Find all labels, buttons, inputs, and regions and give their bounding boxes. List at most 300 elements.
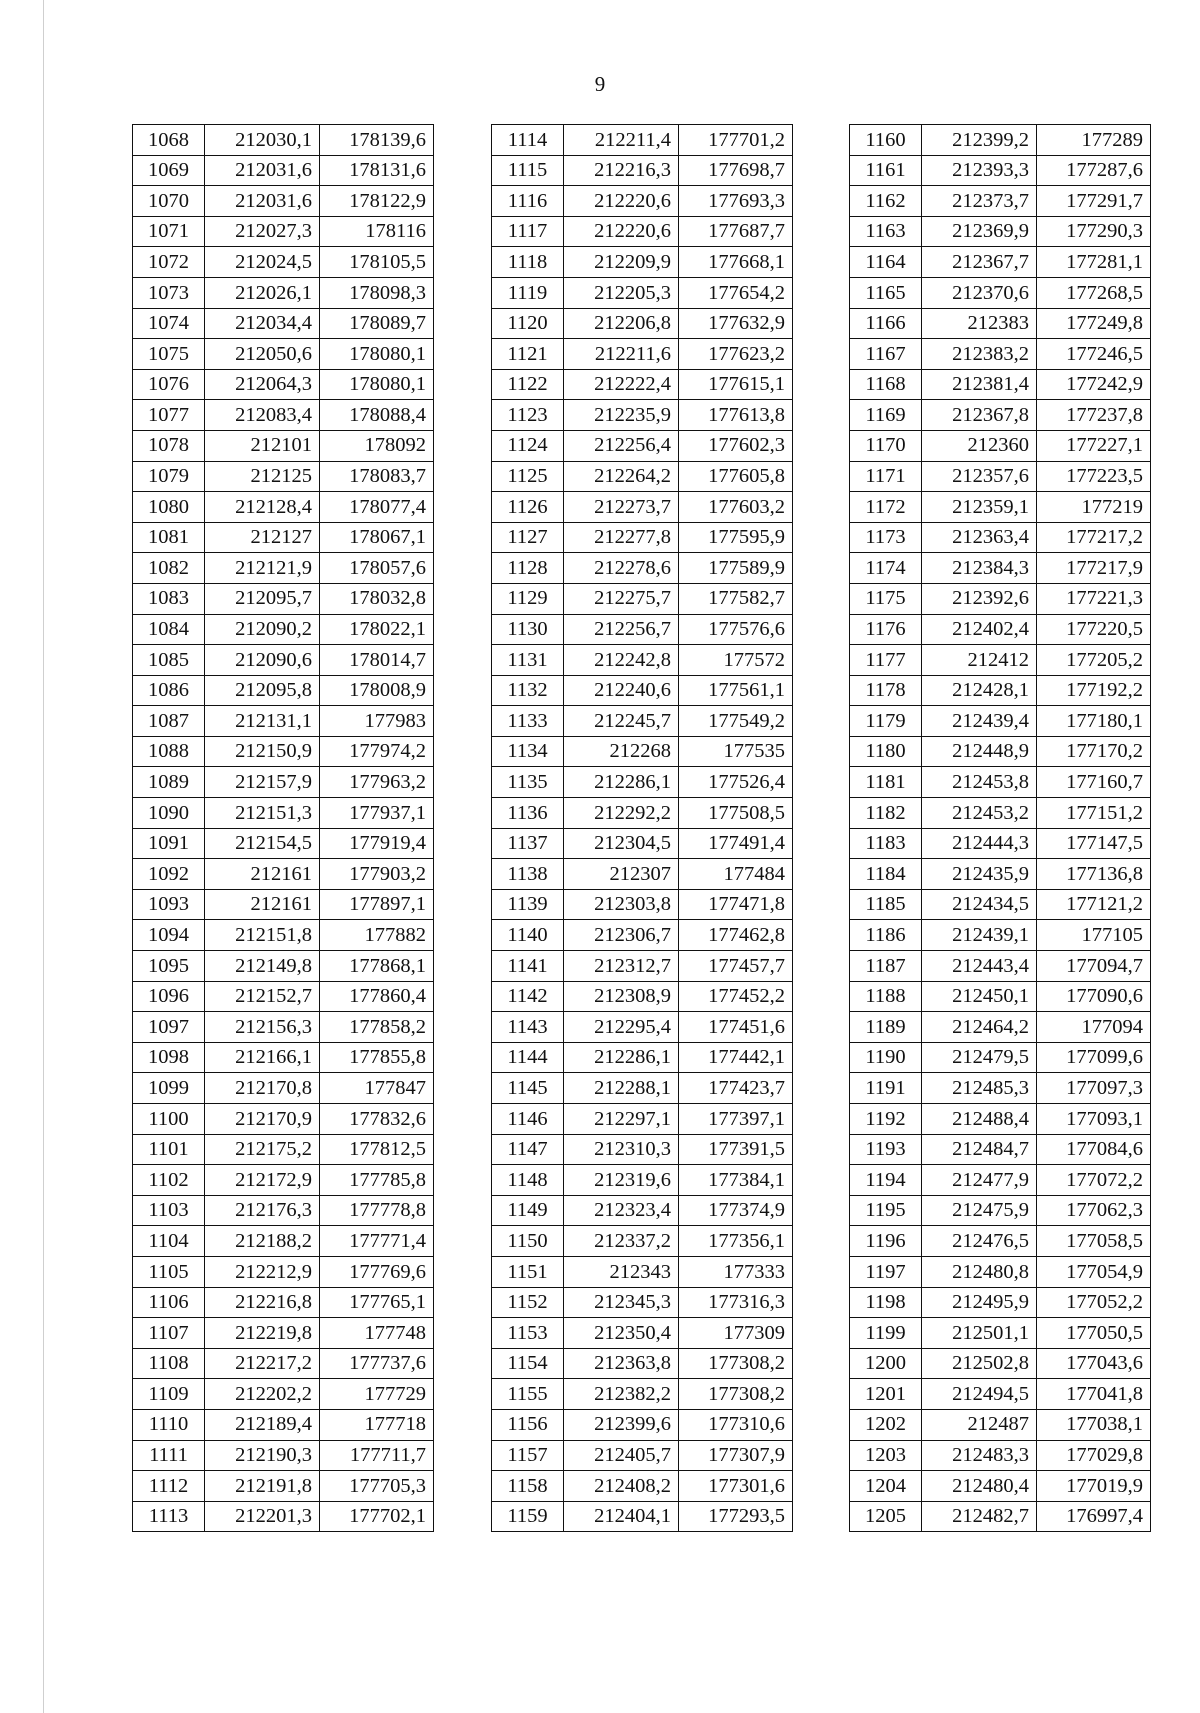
y-coordinate-cell: 177062,3	[1037, 1195, 1151, 1226]
point-number-cell: 1121	[492, 339, 564, 370]
x-coordinate-cell: 212306,7	[564, 920, 679, 951]
table-row	[492, 369, 793, 400]
point-number-cell: 1095	[133, 951, 205, 982]
x-coordinate-cell: 212439,4	[922, 706, 1037, 737]
point-number-cell: 1096	[133, 981, 205, 1012]
y-coordinate-cell: 177702,1	[320, 1501, 434, 1532]
point-number-cell: 1183	[850, 828, 922, 859]
x-coordinate-cell: 212502,8	[922, 1348, 1037, 1379]
y-coordinate-cell: 177812,5	[320, 1134, 434, 1165]
point-number-cell: 1143	[492, 1012, 564, 1043]
y-coordinate-cell: 177308,2	[679, 1348, 793, 1379]
y-coordinate-cell: 178077,4	[320, 492, 434, 523]
point-number-cell: 1162	[850, 186, 922, 217]
table-row	[850, 1318, 1151, 1349]
y-coordinate-cell: 177121,2	[1037, 889, 1151, 920]
point-number-cell: 1193	[850, 1134, 922, 1165]
y-coordinate-cell: 177333	[679, 1256, 793, 1287]
y-coordinate-cell: 177718	[320, 1409, 434, 1440]
y-coordinate-cell: 177595,9	[679, 522, 793, 553]
table-row	[850, 920, 1151, 951]
x-coordinate-cell: 212312,7	[564, 951, 679, 982]
y-coordinate-cell: 177147,5	[1037, 828, 1151, 859]
y-coordinate-cell: 177151,2	[1037, 798, 1151, 829]
table-row	[133, 951, 434, 982]
table-row	[492, 1379, 793, 1410]
y-coordinate-cell: 177442,1	[679, 1042, 793, 1073]
y-coordinate-cell: 177769,6	[320, 1256, 434, 1287]
x-coordinate-cell: 212475,9	[922, 1195, 1037, 1226]
table-row	[850, 216, 1151, 247]
table-row	[492, 522, 793, 553]
table-row	[133, 155, 434, 186]
point-number-cell: 1092	[133, 859, 205, 890]
x-coordinate-cell: 212212,9	[205, 1256, 320, 1287]
y-coordinate-cell: 177491,4	[679, 828, 793, 859]
y-coordinate-cell: 177223,5	[1037, 461, 1151, 492]
table-row	[850, 247, 1151, 278]
point-number-cell: 1155	[492, 1379, 564, 1410]
table-row	[492, 1287, 793, 1318]
x-coordinate-cell: 212292,2	[564, 798, 679, 829]
point-number-cell: 1115	[492, 155, 564, 186]
point-number-cell: 1200	[850, 1348, 922, 1379]
x-coordinate-cell: 212444,3	[922, 828, 1037, 859]
y-coordinate-cell: 178098,3	[320, 277, 434, 308]
table-row	[850, 308, 1151, 339]
point-number-cell: 1186	[850, 920, 922, 951]
y-coordinate-cell: 177847	[320, 1073, 434, 1104]
table-row	[133, 1256, 434, 1287]
x-coordinate-cell: 212157,9	[205, 767, 320, 798]
y-coordinate-cell: 177093,1	[1037, 1104, 1151, 1135]
table-row	[133, 583, 434, 614]
table-row	[850, 522, 1151, 553]
table-row	[492, 1134, 793, 1165]
x-coordinate-cell: 212131,1	[205, 706, 320, 737]
table-row	[133, 400, 434, 431]
table-row	[850, 277, 1151, 308]
y-coordinate-cell: 177423,7	[679, 1073, 793, 1104]
table-row	[492, 400, 793, 431]
table-row	[492, 247, 793, 278]
x-coordinate-cell: 212121,9	[205, 553, 320, 584]
x-coordinate-cell: 212367,7	[922, 247, 1037, 278]
x-coordinate-cell: 212095,8	[205, 675, 320, 706]
table-row	[133, 1287, 434, 1318]
point-number-cell: 1076	[133, 369, 205, 400]
x-coordinate-cell: 212443,4	[922, 951, 1037, 982]
point-number-cell: 1131	[492, 645, 564, 676]
x-coordinate-cell: 212240,6	[564, 675, 679, 706]
y-coordinate-cell: 177097,3	[1037, 1073, 1151, 1104]
point-number-cell: 1151	[492, 1256, 564, 1287]
y-coordinate-cell: 177572	[679, 645, 793, 676]
point-number-cell: 1188	[850, 981, 922, 1012]
table-row	[133, 1409, 434, 1440]
x-coordinate-cell: 212383	[922, 308, 1037, 339]
y-coordinate-cell: 177384,1	[679, 1165, 793, 1196]
y-coordinate-cell: 177316,3	[679, 1287, 793, 1318]
table-row	[850, 1256, 1151, 1287]
y-coordinate-cell: 177237,8	[1037, 400, 1151, 431]
point-number-cell: 1090	[133, 798, 205, 829]
table-row	[133, 859, 434, 890]
point-number-cell: 1187	[850, 951, 922, 982]
x-coordinate-cell: 212190,3	[205, 1440, 320, 1471]
y-coordinate-cell: 177832,6	[320, 1104, 434, 1135]
table-row	[850, 553, 1151, 584]
table-row	[850, 951, 1151, 982]
y-coordinate-cell: 178083,7	[320, 461, 434, 492]
point-number-cell: 1152	[492, 1287, 564, 1318]
table-row	[133, 339, 434, 370]
y-coordinate-cell: 177310,6	[679, 1409, 793, 1440]
point-number-cell: 1083	[133, 583, 205, 614]
x-coordinate-cell: 212345,3	[564, 1287, 679, 1318]
x-coordinate-cell: 212024,5	[205, 247, 320, 278]
point-number-cell: 1199	[850, 1318, 922, 1349]
point-number-cell: 1098	[133, 1042, 205, 1073]
point-number-cell: 1130	[492, 614, 564, 645]
point-number-cell: 1104	[133, 1226, 205, 1257]
table-row	[492, 798, 793, 829]
table-row	[850, 369, 1151, 400]
table-row	[850, 1042, 1151, 1073]
y-coordinate-cell: 177868,1	[320, 951, 434, 982]
page-margin-line	[43, 0, 44, 1713]
x-coordinate-cell: 212151,3	[205, 798, 320, 829]
point-number-cell: 1146	[492, 1104, 564, 1135]
table-row	[492, 583, 793, 614]
x-coordinate-cell: 212161	[205, 889, 320, 920]
point-number-cell: 1102	[133, 1165, 205, 1196]
y-coordinate-cell: 177903,2	[320, 859, 434, 890]
x-coordinate-cell: 212222,4	[564, 369, 679, 400]
x-coordinate-cell: 212488,4	[922, 1104, 1037, 1135]
y-coordinate-cell: 177471,8	[679, 889, 793, 920]
x-coordinate-cell: 212031,6	[205, 155, 320, 186]
y-coordinate-cell: 177576,6	[679, 614, 793, 645]
x-coordinate-cell: 212191,8	[205, 1471, 320, 1502]
x-coordinate-cell: 212150,9	[205, 736, 320, 767]
table-row	[133, 1379, 434, 1410]
table-row	[850, 339, 1151, 370]
y-coordinate-cell: 177855,8	[320, 1042, 434, 1073]
y-coordinate-cell: 177307,9	[679, 1440, 793, 1471]
point-number-cell: 1172	[850, 492, 922, 523]
point-number-cell: 1113	[133, 1501, 205, 1532]
y-coordinate-cell: 177452,2	[679, 981, 793, 1012]
x-coordinate-cell: 212286,1	[564, 1042, 679, 1073]
x-coordinate-cell: 212405,7	[564, 1440, 679, 1471]
table-row	[133, 1226, 434, 1257]
table-row	[492, 1226, 793, 1257]
point-number-cell: 1165	[850, 277, 922, 308]
x-coordinate-cell: 212220,6	[564, 216, 679, 247]
x-coordinate-cell: 212360	[922, 430, 1037, 461]
point-number-cell: 1085	[133, 645, 205, 676]
y-coordinate-cell: 177170,2	[1037, 736, 1151, 767]
x-coordinate-cell: 212384,3	[922, 553, 1037, 584]
table-row	[850, 1440, 1151, 1471]
table-row	[492, 186, 793, 217]
x-coordinate-cell: 212480,4	[922, 1471, 1037, 1502]
y-coordinate-cell: 177549,2	[679, 706, 793, 737]
y-coordinate-cell: 177038,1	[1037, 1409, 1151, 1440]
table-row	[492, 1012, 793, 1043]
x-coordinate-cell: 212031,6	[205, 186, 320, 217]
x-coordinate-cell: 212381,4	[922, 369, 1037, 400]
point-number-cell: 1106	[133, 1287, 205, 1318]
point-number-cell: 1123	[492, 400, 564, 431]
point-number-cell: 1070	[133, 186, 205, 217]
point-number-cell: 1175	[850, 583, 922, 614]
point-number-cell: 1093	[133, 889, 205, 920]
table-row	[133, 920, 434, 951]
table-row	[850, 186, 1151, 217]
point-number-cell: 1109	[133, 1379, 205, 1410]
point-number-cell: 1088	[133, 736, 205, 767]
x-coordinate-cell: 212450,1	[922, 981, 1037, 1012]
x-coordinate-cell: 212166,1	[205, 1042, 320, 1073]
table-row	[492, 645, 793, 676]
x-coordinate-cell: 212304,5	[564, 828, 679, 859]
point-number-cell: 1161	[850, 155, 922, 186]
y-coordinate-cell: 178080,1	[320, 339, 434, 370]
point-number-cell: 1072	[133, 247, 205, 278]
coordinates-table-3	[849, 124, 1151, 1532]
x-coordinate-cell: 212357,6	[922, 461, 1037, 492]
table-row	[850, 125, 1151, 156]
x-coordinate-cell: 212359,1	[922, 492, 1037, 523]
point-number-cell: 1154	[492, 1348, 564, 1379]
x-coordinate-cell: 212439,1	[922, 920, 1037, 951]
y-coordinate-cell: 177227,1	[1037, 430, 1151, 461]
table-row	[133, 706, 434, 737]
x-coordinate-cell: 212050,6	[205, 339, 320, 370]
y-coordinate-cell: 177963,2	[320, 767, 434, 798]
point-number-cell: 1138	[492, 859, 564, 890]
y-coordinate-cell: 177242,9	[1037, 369, 1151, 400]
table-row	[492, 889, 793, 920]
y-coordinate-cell: 178008,9	[320, 675, 434, 706]
y-coordinate-cell: 177290,3	[1037, 216, 1151, 247]
y-coordinate-cell: 177249,8	[1037, 308, 1151, 339]
table-row	[492, 706, 793, 737]
point-number-cell: 1133	[492, 706, 564, 737]
y-coordinate-cell: 177397,1	[679, 1104, 793, 1135]
table-row	[133, 247, 434, 278]
table-row	[492, 430, 793, 461]
point-number-cell: 1171	[850, 461, 922, 492]
point-number-cell: 1135	[492, 767, 564, 798]
y-coordinate-cell: 178022,1	[320, 614, 434, 645]
y-coordinate-cell: 177217,9	[1037, 553, 1151, 584]
y-coordinate-cell: 177374,9	[679, 1195, 793, 1226]
x-coordinate-cell: 212211,6	[564, 339, 679, 370]
point-number-cell: 1084	[133, 614, 205, 645]
table-row	[133, 889, 434, 920]
point-number-cell: 1168	[850, 369, 922, 400]
x-coordinate-cell: 212161	[205, 859, 320, 890]
x-coordinate-cell: 212310,3	[564, 1134, 679, 1165]
point-number-cell: 1195	[850, 1195, 922, 1226]
x-coordinate-cell: 212369,9	[922, 216, 1037, 247]
y-coordinate-cell: 177693,3	[679, 186, 793, 217]
table-row	[850, 1195, 1151, 1226]
x-coordinate-cell: 212295,4	[564, 1012, 679, 1043]
y-coordinate-cell: 177526,4	[679, 767, 793, 798]
point-number-cell: 1119	[492, 277, 564, 308]
point-number-cell: 1189	[850, 1012, 922, 1043]
table-row	[850, 1501, 1151, 1532]
point-number-cell: 1118	[492, 247, 564, 278]
y-coordinate-cell: 177462,8	[679, 920, 793, 951]
y-coordinate-cell: 178014,7	[320, 645, 434, 676]
point-number-cell: 1068	[133, 125, 205, 156]
x-coordinate-cell: 212205,3	[564, 277, 679, 308]
y-coordinate-cell: 177205,2	[1037, 645, 1151, 676]
x-coordinate-cell: 212453,8	[922, 767, 1037, 798]
point-number-cell: 1122	[492, 369, 564, 400]
x-coordinate-cell: 212337,2	[564, 1226, 679, 1257]
point-number-cell: 1127	[492, 522, 564, 553]
x-coordinate-cell: 212453,2	[922, 798, 1037, 829]
y-coordinate-cell: 177603,2	[679, 492, 793, 523]
x-coordinate-cell: 212030,1	[205, 125, 320, 156]
x-coordinate-cell: 212152,7	[205, 981, 320, 1012]
y-coordinate-cell: 177221,3	[1037, 583, 1151, 614]
x-coordinate-cell: 212242,8	[564, 645, 679, 676]
point-number-cell: 1196	[850, 1226, 922, 1257]
table-row	[492, 767, 793, 798]
x-coordinate-cell: 212476,5	[922, 1226, 1037, 1257]
table-row	[850, 155, 1151, 186]
table-row	[492, 1440, 793, 1471]
point-number-cell: 1108	[133, 1348, 205, 1379]
x-coordinate-cell: 212277,8	[564, 522, 679, 553]
point-number-cell: 1194	[850, 1165, 922, 1196]
y-coordinate-cell: 177535	[679, 736, 793, 767]
point-number-cell: 1097	[133, 1012, 205, 1043]
y-coordinate-cell: 178131,6	[320, 155, 434, 186]
point-number-cell: 1107	[133, 1318, 205, 1349]
table-row	[492, 339, 793, 370]
point-number-cell: 1174	[850, 553, 922, 584]
x-coordinate-cell: 212480,8	[922, 1256, 1037, 1287]
point-number-cell: 1077	[133, 400, 205, 431]
point-number-cell: 1087	[133, 706, 205, 737]
point-number-cell: 1139	[492, 889, 564, 920]
table-row	[492, 155, 793, 186]
x-coordinate-cell: 212399,6	[564, 1409, 679, 1440]
table-row	[492, 1318, 793, 1349]
y-coordinate-cell: 177246,5	[1037, 339, 1151, 370]
table-row	[850, 828, 1151, 859]
x-coordinate-cell: 212392,6	[922, 583, 1037, 614]
x-coordinate-cell: 212170,9	[205, 1104, 320, 1135]
x-coordinate-cell: 212297,1	[564, 1104, 679, 1135]
y-coordinate-cell: 177508,5	[679, 798, 793, 829]
table-row	[850, 614, 1151, 645]
x-coordinate-cell: 212201,3	[205, 1501, 320, 1532]
table-row	[133, 614, 434, 645]
y-coordinate-cell: 177613,8	[679, 400, 793, 431]
point-number-cell: 1124	[492, 430, 564, 461]
x-coordinate-cell: 212154,5	[205, 828, 320, 859]
point-number-cell: 1079	[133, 461, 205, 492]
table-row	[492, 1165, 793, 1196]
y-coordinate-cell: 177632,9	[679, 308, 793, 339]
point-number-cell: 1185	[850, 889, 922, 920]
point-number-cell: 1180	[850, 736, 922, 767]
table-row	[492, 492, 793, 523]
table-row	[133, 798, 434, 829]
y-coordinate-cell: 177698,7	[679, 155, 793, 186]
point-number-cell: 1177	[850, 645, 922, 676]
x-coordinate-cell: 212402,4	[922, 614, 1037, 645]
coordinates-table-1	[132, 124, 434, 1532]
point-number-cell: 1197	[850, 1256, 922, 1287]
table-row	[850, 675, 1151, 706]
point-number-cell: 1069	[133, 155, 205, 186]
table-row	[850, 461, 1151, 492]
x-coordinate-cell: 212373,7	[922, 186, 1037, 217]
y-coordinate-cell: 177050,5	[1037, 1318, 1151, 1349]
point-number-cell: 1111	[133, 1440, 205, 1471]
table-row	[492, 553, 793, 584]
x-coordinate-cell: 212211,4	[564, 125, 679, 156]
x-coordinate-cell: 212256,4	[564, 430, 679, 461]
table-row	[133, 461, 434, 492]
x-coordinate-cell: 212090,6	[205, 645, 320, 676]
x-coordinate-cell: 212477,9	[922, 1165, 1037, 1196]
x-coordinate-cell: 212393,3	[922, 155, 1037, 186]
y-coordinate-cell: 177860,4	[320, 981, 434, 1012]
point-number-cell: 1201	[850, 1379, 922, 1410]
y-coordinate-cell: 177160,7	[1037, 767, 1151, 798]
x-coordinate-cell: 212495,9	[922, 1287, 1037, 1318]
y-coordinate-cell: 177858,2	[320, 1012, 434, 1043]
point-number-cell: 1159	[492, 1501, 564, 1532]
table-row	[492, 277, 793, 308]
x-coordinate-cell: 212363,4	[922, 522, 1037, 553]
table-row	[133, 1195, 434, 1226]
x-coordinate-cell: 212268	[564, 736, 679, 767]
table-row	[850, 1471, 1151, 1502]
x-coordinate-cell: 212434,5	[922, 889, 1037, 920]
table-row	[850, 1379, 1151, 1410]
table-row	[492, 308, 793, 339]
table-row	[850, 1409, 1151, 1440]
point-number-cell: 1204	[850, 1471, 922, 1502]
table-row	[133, 981, 434, 1012]
y-coordinate-cell: 177974,2	[320, 736, 434, 767]
x-coordinate-cell: 212275,7	[564, 583, 679, 614]
table-row	[850, 981, 1151, 1012]
x-coordinate-cell: 212319,6	[564, 1165, 679, 1196]
y-coordinate-cell: 177705,3	[320, 1471, 434, 1502]
point-number-cell: 1128	[492, 553, 564, 584]
x-coordinate-cell: 212189,4	[205, 1409, 320, 1440]
point-number-cell: 1202	[850, 1409, 922, 1440]
point-number-cell: 1120	[492, 308, 564, 339]
y-coordinate-cell: 177582,7	[679, 583, 793, 614]
x-coordinate-cell: 212464,2	[922, 1012, 1037, 1043]
table-row	[133, 736, 434, 767]
x-coordinate-cell: 212367,8	[922, 400, 1037, 431]
